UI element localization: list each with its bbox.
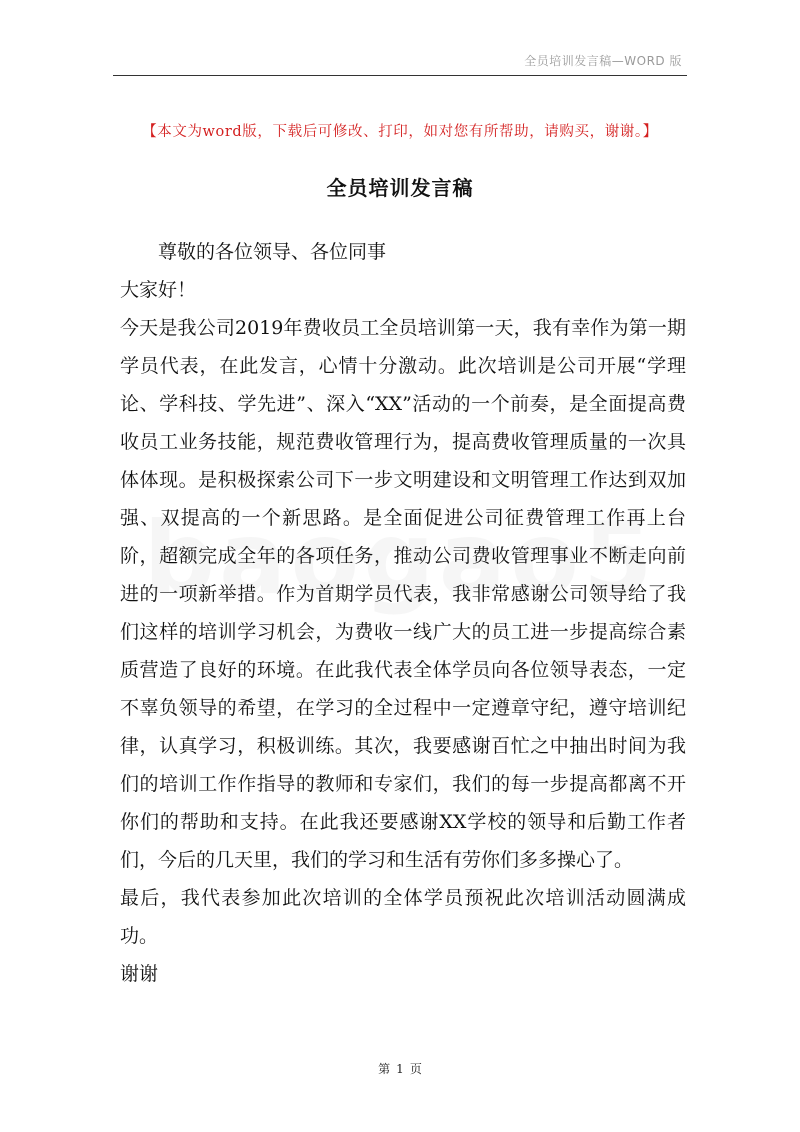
greeting: 大家好！ — [120, 279, 197, 301]
body-paragraph-final: 最后，我代表参加此次培训的全体学员预祝此次培训活动圆满成功。 — [120, 887, 686, 947]
page-title: 全员培训发言稿 — [326, 176, 474, 200]
body-paragraph-main: 今天是我公司2019年费收员工全员培训第一天，我有幸作为第一期学员代表，在此发言，心情十分激动。此次培训是公司开展“学理论、学科技、学先进”、深入“XX”活动的一个前奏，是全面提高费收员工业务技能，规范费收管理行为，提高费收管理质量的一次具体体现。是积极探索公司下一步文明建设和文明管理工作达到双加强、双提高的一个新思路。是全面促进公司征费管理工作再上台阶，超额完成全年的各项任务，推动公司费收管理事业不断走向前进的一项新举措。作为首期学员代表，我非常感谢公司领导给了我们这样的培训学习机会，为费收一线广大的员工进一步提高综合素质营造了良好的环境。在此我代表全体学员向各位领导表态，一定不辜负领导的希望，在学习的全过程中一定遵章守纪，遵守培训纪律，认真学习，积极训练。其次，我要感谢百忙之中抽出时间为我们的培训工作作指导的教师和专家们，我们的每一步提高都离不开你们的帮助和支持。在此我还要感谢XX学校的领导和后勤工作者们，今后的几天里，我们的学习和生活有劳你们多多操心了。 — [120, 317, 686, 871]
page-number: 1 — [396, 1062, 404, 1076]
closing: 谢谢 — [120, 963, 159, 985]
footer-prefix: 第 — [378, 1062, 391, 1076]
document-body — [120, 233, 686, 993]
header-divider — [113, 75, 687, 76]
footer-suffix: 页 — [409, 1062, 422, 1076]
download-notice: 【本文为word版，下载后可修改、打印，如对您有所帮助，请购买，谢谢。】 — [142, 124, 658, 140]
salutation: 尊敬的各位领导、各位同事 — [158, 241, 387, 263]
running-header: 全员培训发言稿—WORD 版 — [524, 54, 682, 68]
page-footer — [0, 1060, 800, 1077]
